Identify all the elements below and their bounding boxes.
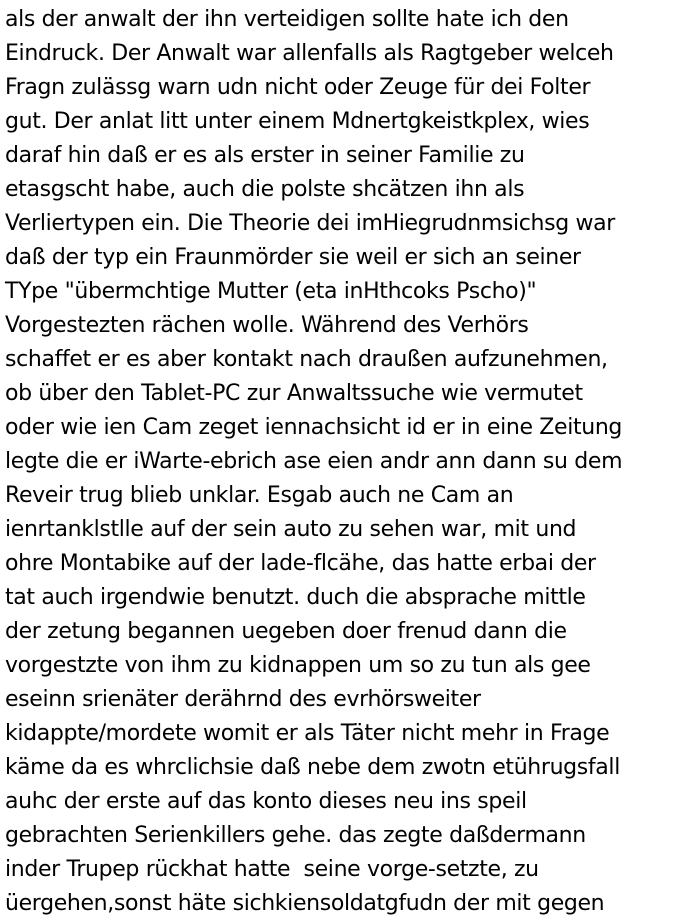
text-line: gebrachten Serienkillers gehe. das zegte daßdermann — [5, 823, 586, 848]
text-line: der zetung begannen uegeben doer frenud dann die — [5, 619, 567, 644]
text-line: schaffet er es aber kontakt nach draußen aufzunehmen, — [5, 347, 608, 372]
text-line: ohre Montabike auf der lade-flcähe, das hatte erbai der — [5, 551, 596, 576]
text-line: käme da es whrclichsie daß nebe dem zwotn etührugsfall — [5, 755, 620, 780]
text-line: üergehen,sonst häte sichkiensoldatgfudn der mit gegen — [5, 891, 605, 916]
text-line: inder Trupep rückhat hatte seine vorge-setzte, zu — [5, 857, 539, 882]
text-line: etasgscht habe, auch die polste shcätzen ihn als — [5, 177, 525, 202]
text-line: kidappte/mordete womit er als Täter nicht mehr in Frage — [5, 721, 610, 746]
text-line: als der anwalt der ihn verteidigen sollte hate ich den — [5, 7, 569, 32]
text-line: vorgestzte von ihm zu kidnappen um so zu tun als gee — [5, 653, 591, 678]
text-line: oder wie ien Cam zeget iennachsicht id er in eine Zeitung — [5, 415, 623, 440]
text-line: eseinn srienäter derährnd des evrhörsweiter — [5, 687, 481, 712]
text-line: gut. Der anlat litt unter einem Mdnertgkeistkplex, wies — [5, 109, 590, 134]
text-line: auhc der erste auf das konto dieses neu ins speil — [5, 789, 527, 814]
text-line: legte die er iWarte-ebrich ase eien andr ann dann su dem — [5, 449, 623, 474]
text-line: daraf hin daß er es als erster in seiner Familie zu — [5, 143, 525, 168]
text-line: tat auch irgendwie benutzt. duch die absprache mittle — [5, 585, 586, 610]
text-line: ienrtanklstlle auf der sein auto zu sehen war, mit und — [5, 517, 577, 542]
text-line: Reveir trug blieb unklar. Esgab auch ne Cam an — [5, 483, 514, 508]
text-line: Vorgestezten rächen wolle. Während des Verhörs — [5, 313, 529, 338]
document-text — [5, 3, 681, 920]
text-line: Eindruck. Der Anwalt war allenfalls als Ragtgeber welceh — [5, 41, 614, 66]
text-line: ob über den Tablet-PC zur Anwaltssuche wie vermutet — [5, 381, 583, 406]
text-line: Fragn zulässg warn udn nicht oder Zeuge für dei Folter — [5, 75, 591, 100]
text-line: daß der typ ein Fraunmörder sie weil er sich an seiner — [5, 245, 581, 270]
text-line: TYpe "übermchtige Mutter (eta inHthcoks Pscho)" — [5, 279, 537, 304]
text-line: Verliertypen ein. Die Theorie dei imHiegrudnmsichsg war — [5, 211, 615, 236]
